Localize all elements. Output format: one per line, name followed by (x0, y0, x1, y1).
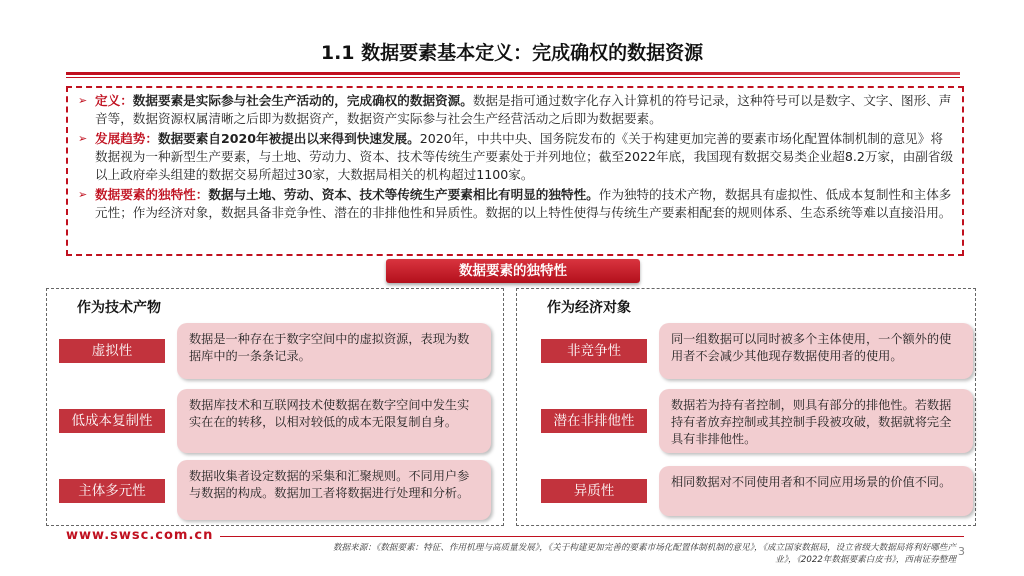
feature-label: 主体多元性 (59, 479, 165, 503)
para-text: 作为独特的技术产物，数据具有虚拟性、低成本复制性和主体多元性；作为经济对象，数据具备非竞争性、潜在的非排他性和异质性。数据的以上特性使得与传统生产要素相配套的规则体系、生态系统等难以直接沿用。 (95, 187, 952, 220)
bullet-arrow-icon: ➢ (78, 188, 88, 201)
feature-description: 同一组数据可以同时被多个主体使用，一个额外的使用者不会减少其他现存数据使用者的使用。 (659, 323, 973, 379)
tech-product-panel (46, 288, 504, 526)
para-key: 发展趋势： (95, 131, 158, 146)
economic-object-panel (516, 288, 976, 526)
feature-label: 潜在非排他性 (541, 409, 647, 433)
para-bold: 数据要素是实际参与社会生产活动的，完成确权的数据资源。 (132, 93, 473, 108)
feature-label: 异质性 (541, 479, 647, 503)
para-text: 2020年，中共中央、国务院发布的《关于构建更加完善的要素市场化配置体制机制的意见》将数据视为一种新型生产要素，与土地、劳动力、资本、技术等传统生产要素处于并列地位；截至2022年底，我国现有数据交易类企业超8.2万家，由副省级以上政府牵头组建的数据交易所超过30家，大数据局相关的机构超过1100家。 (95, 131, 954, 182)
feature-description: 数据若为持有者控制，则具有部分的排他性。若数据持有者放弃控制或其控制手段被攻破，数据就将完全具有非排他性。 (659, 389, 973, 453)
section-banner: 数据要素的独特性 (386, 259, 640, 283)
feature-description: 数据库技术和互联网技术使数据在数字空间中发生实实在在的转移，以相对较低的成本无限复制自身。 (177, 389, 491, 453)
feature-description: 数据是一种存在于数字空间中的虚拟资源，表现为数据库中的一条条记录。 (177, 323, 491, 379)
footer-divider (220, 536, 964, 537)
para-bold: 数据要素自2020年被提出以来得到快速发展。 (157, 131, 420, 146)
bullet-arrow-icon: ➢ (78, 94, 88, 107)
footer-url: www.swsc.com.cn (66, 528, 214, 543)
feature-label: 非竞争性 (541, 339, 647, 363)
page-title: 1.1 数据要素基本定义：完成确权的数据资源 (320, 42, 704, 64)
panel-title: 作为技术产物 (77, 300, 161, 316)
title-divider-thin (66, 77, 960, 78)
definition-paragraph (78, 92, 954, 128)
feature-description: 相同数据对不同使用者和不同应用场景的价值不同。 (659, 466, 973, 516)
trend-paragraph (78, 130, 954, 184)
para-key: 定义： (95, 93, 133, 108)
uniqueness-paragraph (78, 186, 954, 222)
feature-label: 低成本复制性 (59, 409, 165, 433)
feature-label: 虚拟性 (59, 339, 165, 363)
para-text: 数据是指可通过数字化存入计算机的符号记录，这种符号可以是数字、文字、图形、声音等，数据资源权属清晰之后即为数据资产，数据资产实际参与社会生产经营活动之后即为数据要素。 (95, 93, 952, 126)
para-bold: 数据与土地、劳动、资本、技术等传统生产要素相比有明显的独特性。 (208, 187, 599, 202)
definition-box (66, 86, 964, 256)
page-number: 3 (958, 545, 965, 558)
para-key: 数据要素的独特性： (95, 187, 209, 202)
source-note: 数据来源：《数据要素：特征、作用机理与高质量发展》，《关于构建更加完善的要素市场化配置体制机制的意见》，《成立国家数据局，设立省级大数据局将利好哪些产业》，《2022年数据要素白皮书》，西南证券整理 (332, 543, 956, 565)
panel-title: 作为经济对象 (547, 300, 631, 316)
bullet-arrow-icon: ➢ (78, 132, 88, 145)
feature-description: 数据收集者设定数据的采集和汇聚规则。不同用户参与数据的构成。数据加工者将数据进行处理和分析。 (177, 460, 491, 520)
title-divider (66, 72, 960, 75)
